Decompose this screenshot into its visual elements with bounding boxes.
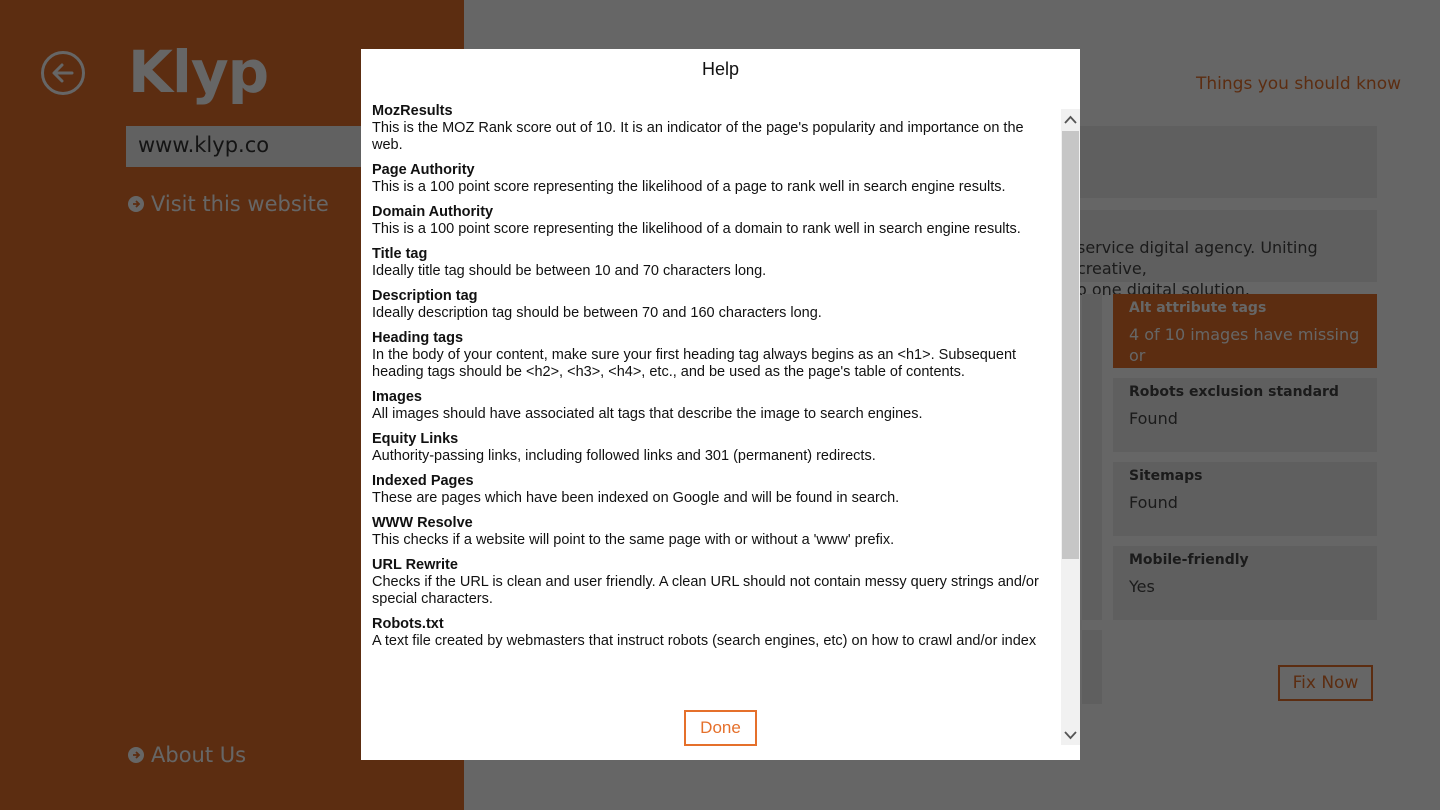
chevron-down-icon [1064, 731, 1077, 740]
help-content[interactable] [361, 97, 1061, 745]
help-dialog [361, 49, 1080, 760]
help-item [361, 430, 1061, 465]
help-item [361, 556, 1061, 608]
chevron-up-icon [1064, 115, 1077, 124]
help-item-body: This is a 100 point score representing the likelihood of a domain to rank well in search engine results. [372, 221, 1021, 237]
help-item-heading: Title tag [372, 246, 428, 262]
dialog-title: Help [701, 59, 740, 79]
help-item [361, 329, 1061, 381]
help-item-heading: Equity Links [372, 431, 459, 447]
help-item [361, 615, 1061, 650]
help-item [361, 388, 1061, 423]
scroll-down-button[interactable] [1061, 725, 1080, 745]
vertical-scrollbar[interactable] [1061, 109, 1080, 745]
help-item [361, 287, 1061, 322]
help-item-body: Checks if the URL is clean and user friendly. A clean URL should not contain messy query strings and/or special characters. [372, 574, 1039, 607]
help-item [361, 161, 1061, 196]
help-item-body: This is a 100 point score representing the likelihood of a page to rank well in search engine results. [372, 179, 1006, 195]
help-item-body: Ideally title tag should be between 10 and 70 characters long. [372, 263, 767, 279]
help-item-heading: Domain Authority [372, 204, 494, 220]
help-item-heading: Robots.txt [372, 616, 444, 632]
help-item-heading: Images [372, 389, 422, 405]
help-item-heading: Page Authority [372, 162, 475, 178]
help-item-heading: WWW Resolve [372, 515, 473, 531]
help-item-heading: URL Rewrite [372, 557, 458, 573]
done-button[interactable]: Done [684, 710, 757, 746]
help-item-body: This checks if a website will point to the same page with or without a 'www' prefix. [372, 532, 895, 548]
help-item-body: Ideally description tag should be between 70 and 160 characters long. [372, 305, 822, 321]
help-item-body: This is the MOZ Rank score out of 10. It is an indicator of the page's popularity and importance on the web. [372, 120, 1024, 153]
help-item-heading: Heading tags [372, 330, 464, 346]
help-item-body: All images should have associated alt tags that describe the image to search engines. [372, 406, 923, 422]
help-item [361, 245, 1061, 280]
help-item-body: In the body of your content, make sure your first heading tag always begins as an <h1>. Subsequent heading tags should be <h2>, <h3>, <h4>, etc., and be used as the page's table of contents. [372, 347, 1017, 380]
scroll-up-button[interactable] [1061, 109, 1080, 129]
help-item [361, 203, 1061, 238]
help-item-body: Authority-passing links, including followed links and 301 (permanent) redirects. [372, 448, 876, 464]
help-item [361, 514, 1061, 549]
help-item-body: A text file created by webmasters that instruct robots (search engines, etc) on how to crawl and/or index [372, 633, 1037, 649]
scrollbar-thumb[interactable] [1062, 131, 1079, 559]
help-item-body: These are pages which have been indexed on Google and will be found in search. [372, 490, 900, 506]
help-item-heading: Description tag [372, 288, 478, 304]
help-item-heading: MozResults [372, 103, 453, 119]
help-item [361, 102, 1061, 154]
help-item-heading: Indexed Pages [372, 473, 474, 489]
help-item [361, 472, 1061, 507]
